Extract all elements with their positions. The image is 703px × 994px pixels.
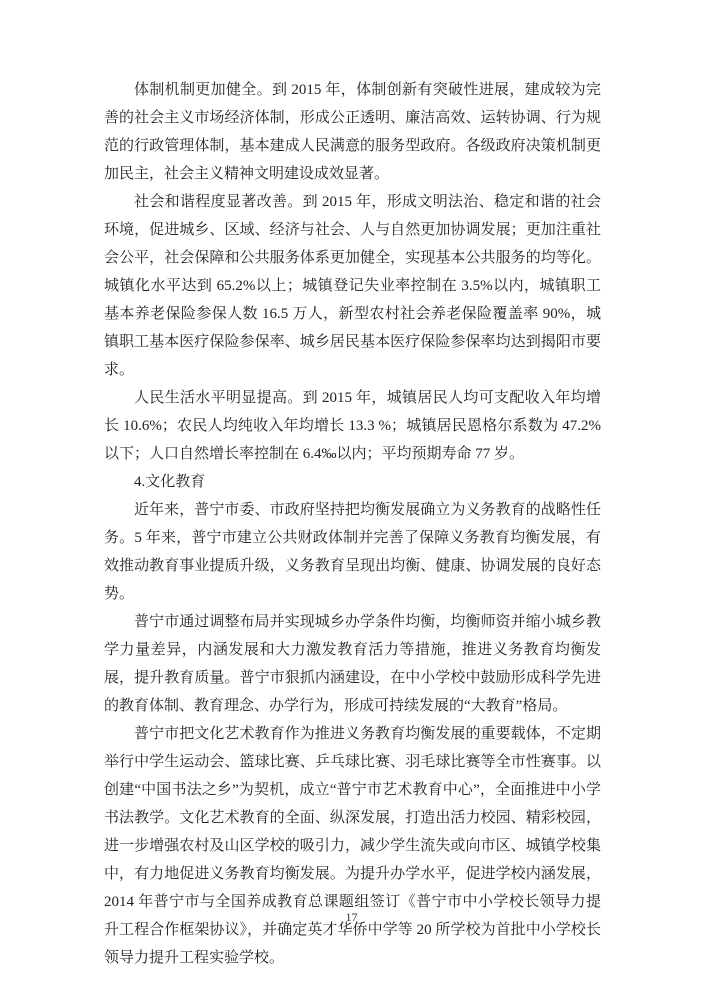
paragraph: 社会和谐程度显著改善。到 2015 年，形成文明法治、稳定和谐的社会环境，促进城乡、区域、经济与社会、人与自然更加协调发展；更加注重社会公平，社会保障和公共服务体系更加健全，实现基本公共服务的均等化。城镇化水平达到 65.2%以上；城镇登记失业率控制在 3.5%以内，城镇职工基本养老保险参保人数 16.5 万人，新型农村社会养老保险覆盖率 90%，城镇职工基本医疗保险参保率、城乡居民基本医疗保险参保率均达到揭阳市要求。 bbox=[104, 194, 601, 378]
paragraph: 人民生活水平明显提高。到 2015 年，城镇居民人均可支配收入年均增长 10.6%；农民人均纯收入年均增长 13.3 %；城镇居民恩格尔系数为 47.2%以下；人口自然增长率控制在 6.4‰以内；平均预期寿命 77 岁。 bbox=[104, 390, 601, 462]
paragraph: 普宁市通过调整布局并实现城乡办学条件均衡，均衡师资并缩小城乡教学力量差异，内涵发展和大力激发教育活力等措施，推进义务教育均衡发展，提升教育质量。普宁市狠抓内涵建设，在中小学校中鼓励形成科学先进的教育体制、教育理念、办学行为，形成可持续发展的“大教育”格局。 bbox=[104, 614, 601, 714]
paragraph: 体制机制更加健全。到 2015 年，体制创新有突破性进展，建成较为完善的社会主义市场经济体制，形成公正透明、廉洁高效、运转协调、行为规范的行政管理体制，基本建成人民满意的服务型政府。各级政府决策机制更加民主，社会主义精神文明建设成效显著。 bbox=[104, 82, 601, 182]
page-number: 17 bbox=[345, 910, 358, 924]
paragraph: 近年来，普宁市委、市政府坚持把均衡发展确立为义务教育的战略性任务。5 年来，普宁市建立公共财政体制并完善了保障义务教育均衡发展，有效推动教育事业提质升级，义务教育呈现出均衡、健康、协调发展的良好态势。 bbox=[104, 502, 601, 602]
paragraph: 普宁市把文化艺术教育作为推进义务教育均衡发展的重要载体，不定期举行中学生运动会、篮球比赛、乒乓球比赛、羽毛球比赛等全市性赛事。以创建“中国书法之乡”为契机，成立“普宁市艺术教育中心”，全面推进中小学书法教学。文化艺术教育的全面、纵深发展，打造出活力校园、精彩校园，进一步增强农村及山区学校的吸引力，减少学生流失或向市区、城镇学校集中，有力地促进义务教育均衡发展。为提升办学水平，促进学校内涵发展，2014 年普宁市与全国养成教育总课题组签订《普宁市中小学校长领导力提升工程合作框架协议》，并确定英才华侨中学等 20 所学校为首批中小学校长领导力提升工程实验学校。 bbox=[104, 726, 601, 966]
section-heading: 4.文化教育 bbox=[134, 474, 206, 490]
page-body-text bbox=[104, 76, 601, 972]
